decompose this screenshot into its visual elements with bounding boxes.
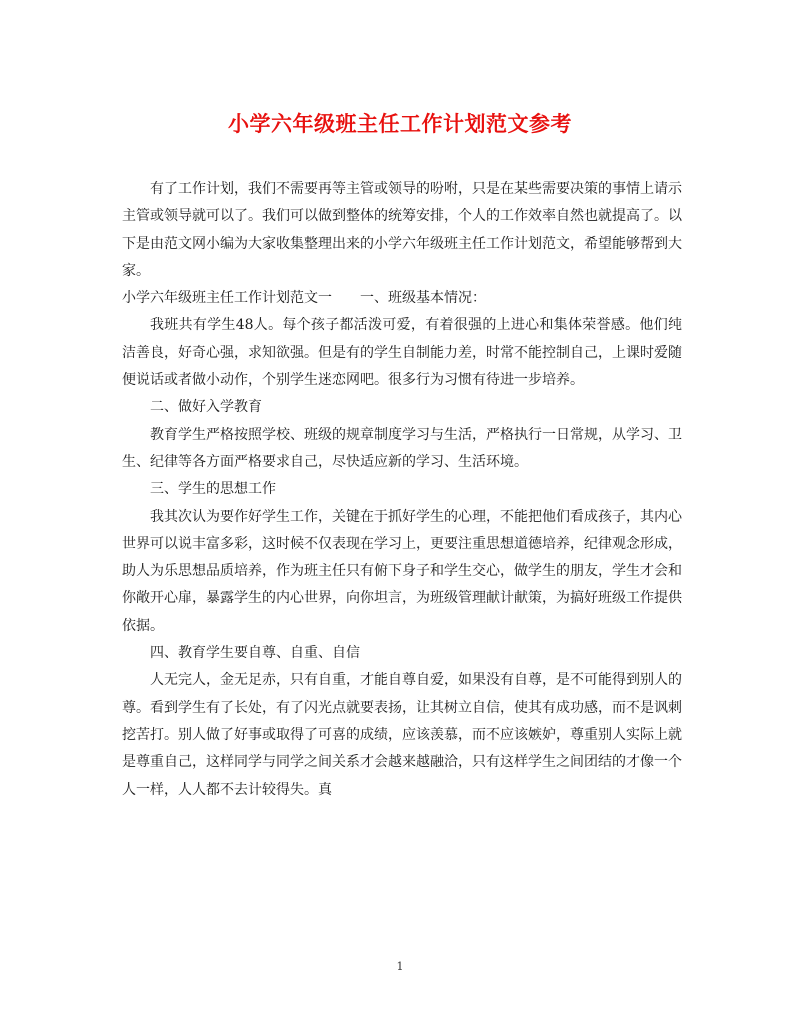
student-thinking-paragraph: 我其次认为要作好学生工作，关键在于抓好学生的心理，不能把他们看成孩子，其内心世界可以说丰富多彩，这时候不仅表现在学习上，更要注重思想道德培养，纪律观念形成，助人为乐思想品质培养，作为班主任只有俯下身子和学生交心，做学生的朋友，学生才会和你敞开心扉，暴露学生的内心世界，向你坦言，为班级管理献计献策，为搞好班级工作提供依据。 (122, 508, 682, 634)
document-title: 小学六年级班主任工作计划范文参考 (228, 111, 572, 136)
heading-student-thinking: 三、学生的思想工作 (150, 481, 276, 498)
enrollment-education-paragraph: 教育学生严格按照学校、班级的规章制度学习与生活，严格执行一日常规，从学习、卫生、纪律等各方面严格要求自己，尽快适应新的学习、生活环境。 (122, 426, 682, 470)
document-body (122, 176, 682, 804)
intro-paragraph: 有了工作计划，我们不需要再等主管或领导的吩咐，只是在某些需要决策的事情上请示主管或领导就可以了。我们可以做到整体的统筹安排，个人的工作效率自然也就提高了。以下是由范文网小编为大家收集整理出来的小学六年级班主任工作计划范文，希望能够帮到大家。 (122, 181, 682, 279)
section-heading-paragraph: 小学六年级班主任工作计划范文一 一、班级基本情况： (122, 290, 486, 307)
heading-self-respect: 四、教育学生要自尊、自重、自信 (150, 645, 360, 662)
class-situation-paragraph: 我班共有学生48人。每个孩子都活泼可爱，有着很强的上进心和集体荣誉感。他们纯洁善良，好奇心强，求知欲强。但是有的学生自制能力差，时常不能控制自己，上课时爱随便说话或者做小动作，个别学生迷恋网吧。很多行为习惯有待进一步培养。 (122, 317, 682, 389)
page-number: 1 (396, 960, 404, 973)
heading-enrollment-education: 二、做好入学教育 (150, 399, 262, 416)
self-respect-paragraph: 人无完人，金无足赤，只有自重，才能自尊自爱，如果没有自尊，是不可能得到别人的尊。看到学生有了长处，有了闪光点就要表扬，让其树立自信，使其有成功感，而不是讽刺挖苦打。别人做了好事或取得了可喜的成绩，应该羡慕，而不应该嫉妒，尊重别人实际上就是尊重自己，这样同学与同学之间关系才会越来越融洽，只有这样学生之间团结的才像一个人一样，人人都不去计较得失。真 (122, 672, 682, 798)
